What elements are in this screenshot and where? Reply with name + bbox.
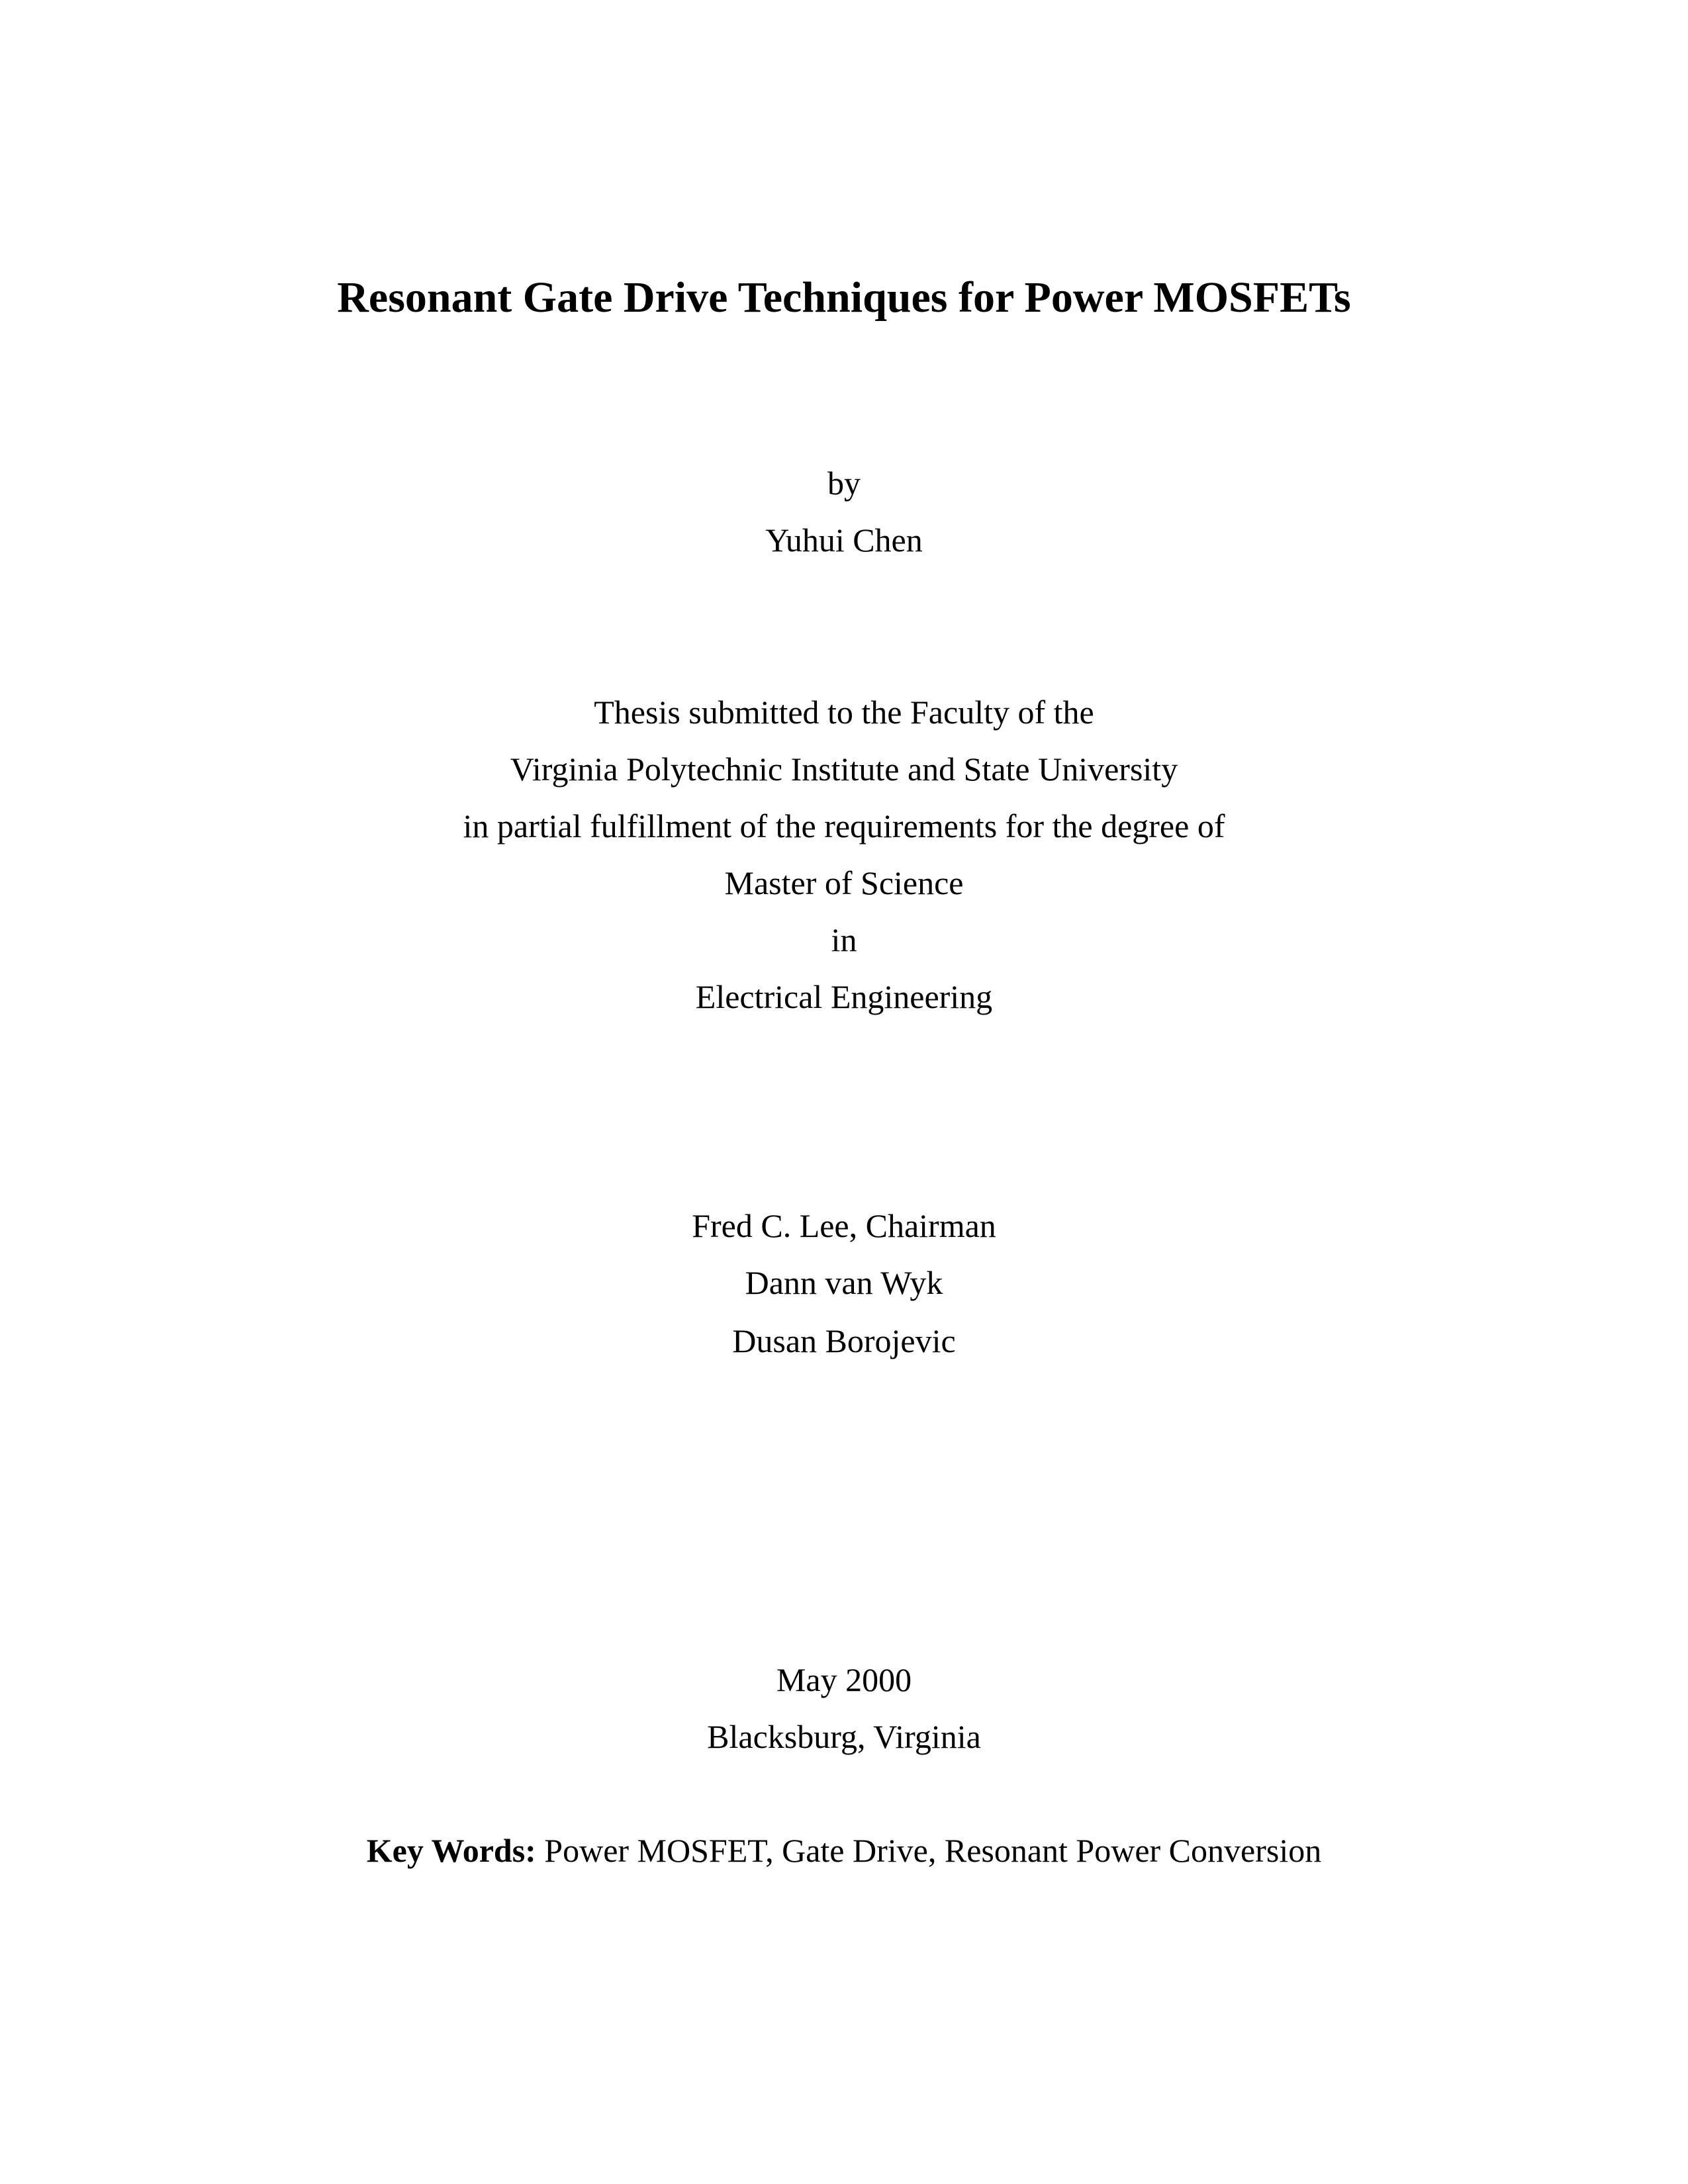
- thesis-title: Resonant Gate Drive Techniques for Power MOSFETs: [337, 273, 1351, 322]
- keywords-value: Power MOSFET, Gate Drive, Resonant Power Conversion: [544, 1832, 1322, 1869]
- submission-line: in partial fulfillment of the requirements for the degree of: [463, 807, 1225, 844]
- keywords-line: [0, 1831, 1688, 1870]
- committee-member: Dann van Wyk: [745, 1264, 943, 1301]
- submission-location: Blacksburg, Virginia: [707, 1718, 981, 1755]
- committee-member: Fred C. Lee, Chairman: [692, 1207, 996, 1244]
- submission-line: Virginia Polytechnic Institute and State University: [510, 751, 1178, 788]
- author-name: Yuhui Chen: [765, 522, 923, 559]
- submission-line: in: [831, 921, 857, 958]
- by-label: by: [827, 465, 861, 502]
- department-name: Electrical Engineering: [695, 978, 993, 1015]
- degree-name: Master of Science: [724, 864, 964, 901]
- submission-line: Thesis submitted to the Faculty of the: [594, 694, 1094, 731]
- keywords-label: Key Words:: [366, 1832, 536, 1869]
- committee-member: Dusan Borojevic: [732, 1322, 956, 1359]
- submission-date: May 2000: [776, 1661, 912, 1698]
